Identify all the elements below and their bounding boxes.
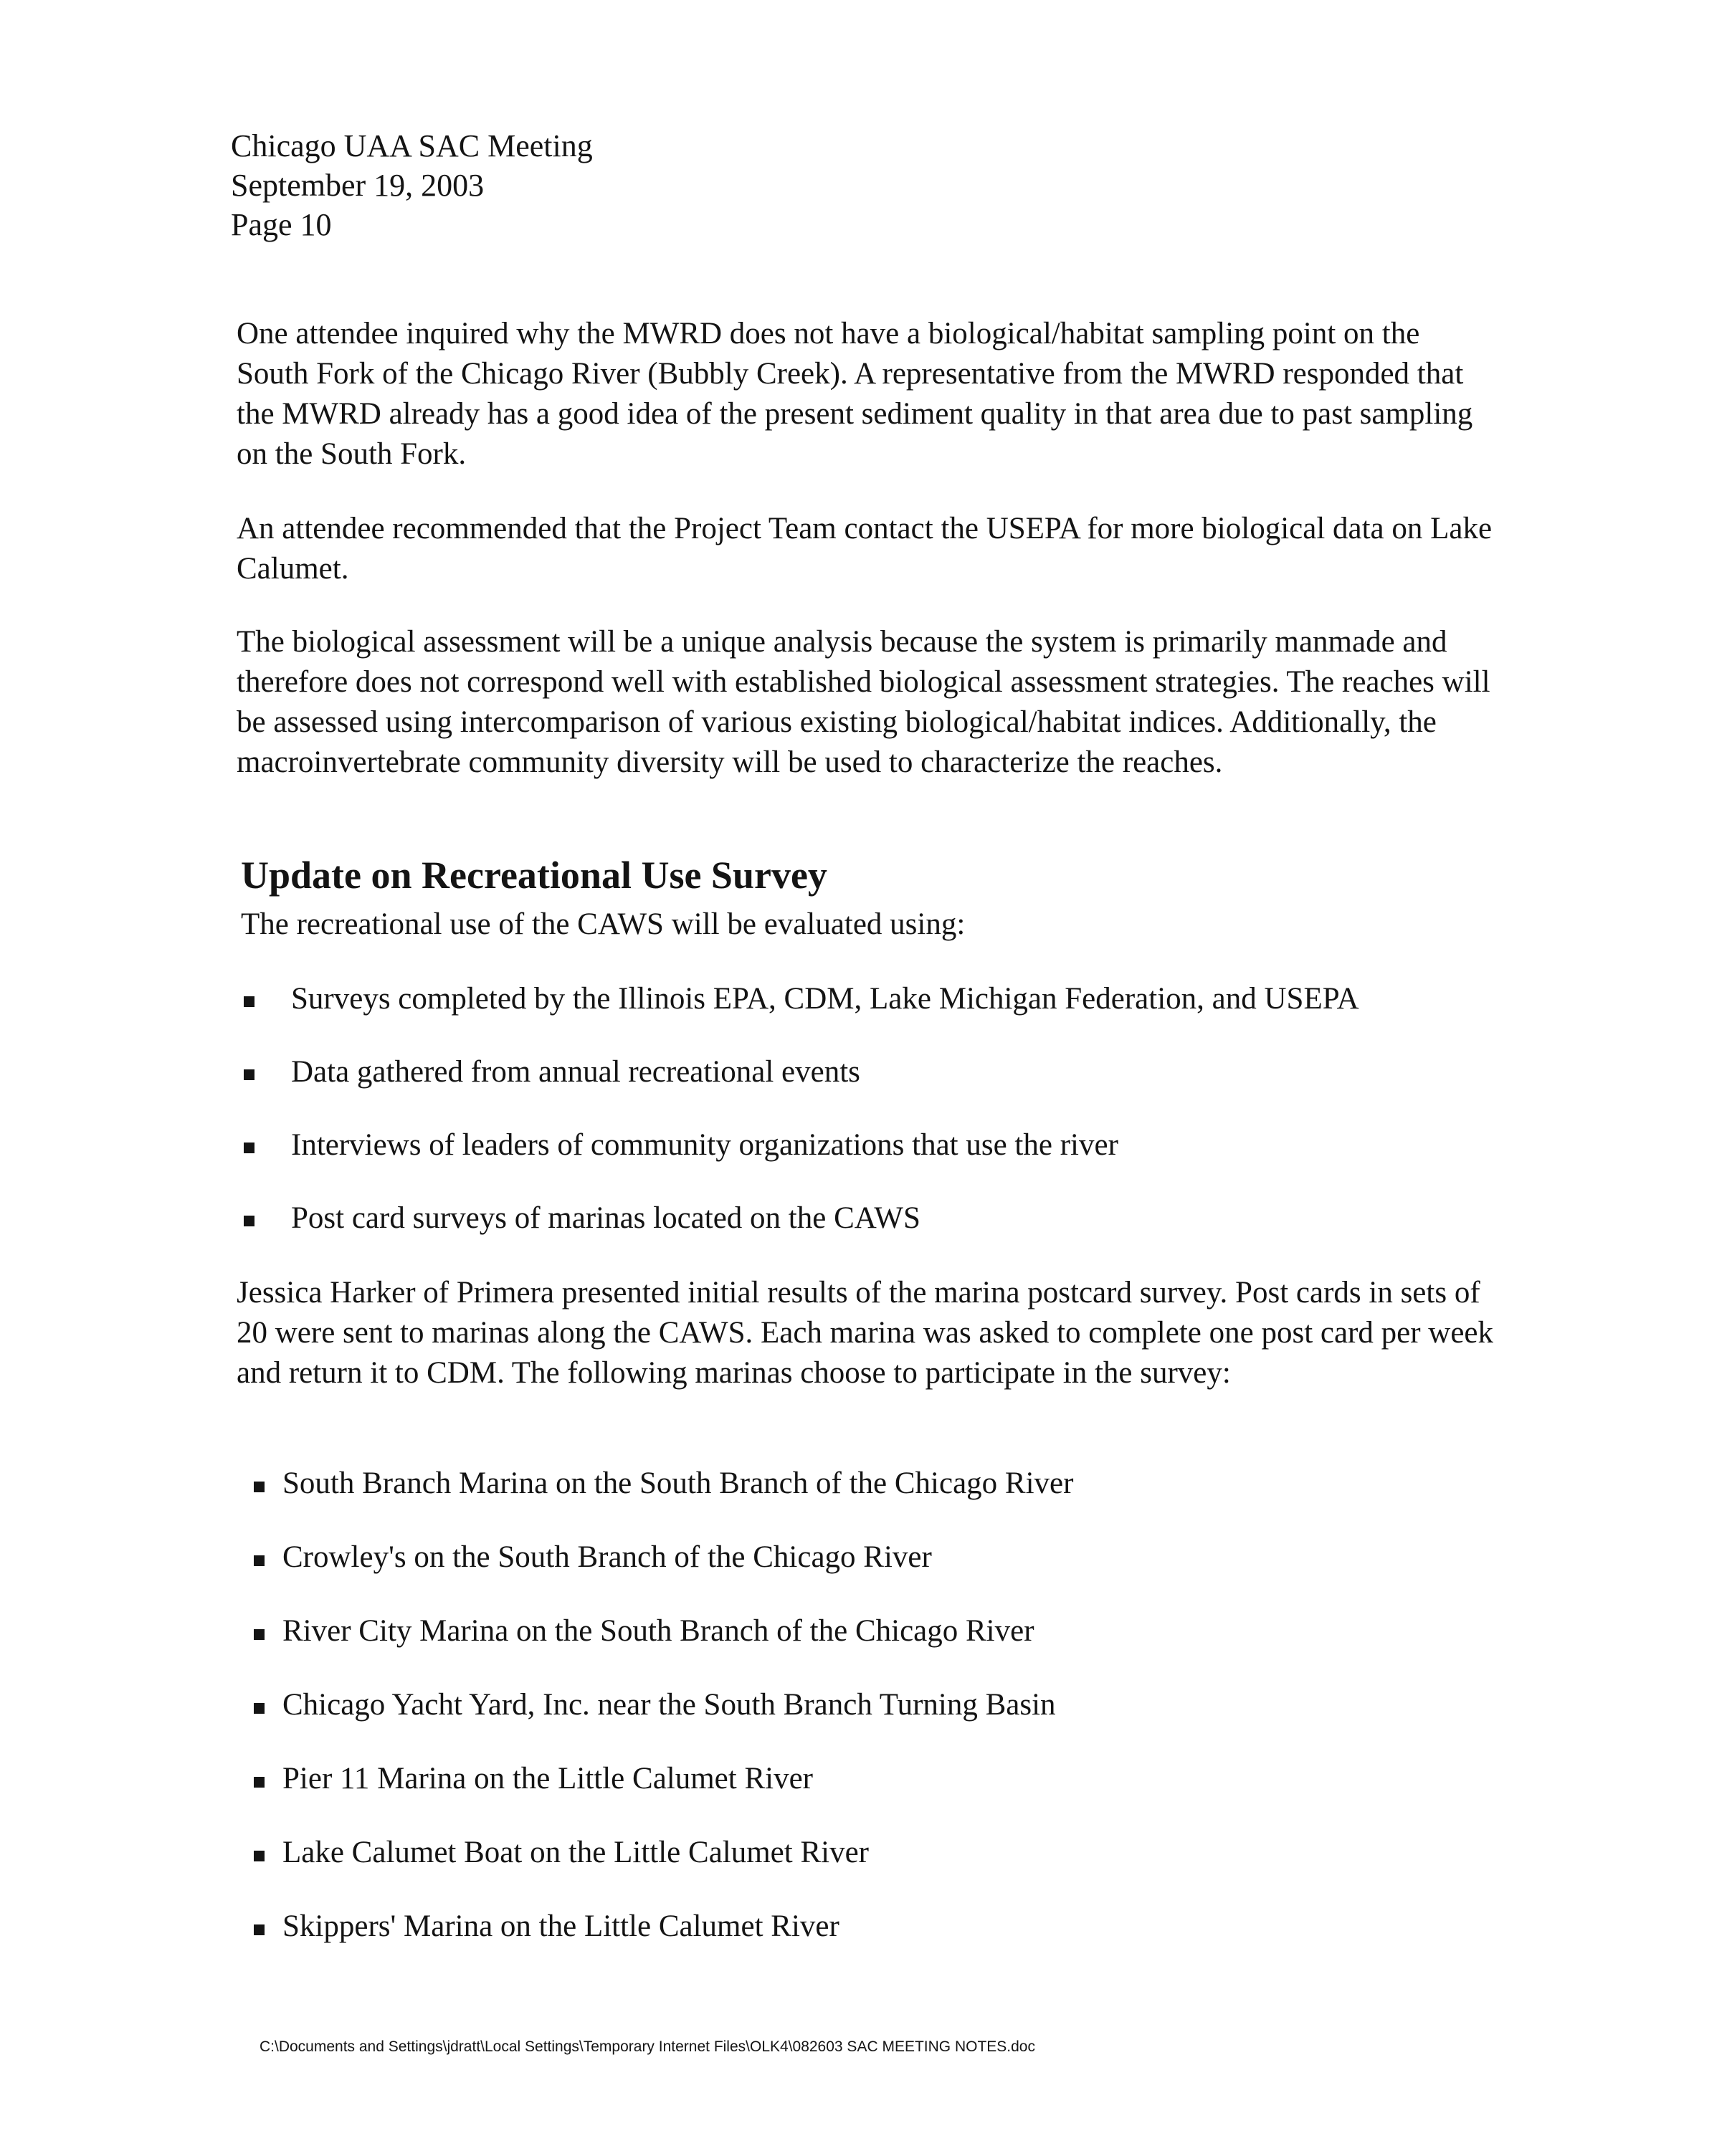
- document-header: [231, 126, 593, 244]
- list-item-text: Surveys completed by the Illinois EPA, CDM, Lake Michigan Federation, and USEPA: [291, 982, 1359, 1016]
- footer-file-path: C:\Documents and Settings\jdratt\Local Settings\Temporary Internet Files\OLK4\082603 SAC MEETING NOTES.doc: [260, 2038, 1035, 2055]
- bullet-square-icon: [254, 1703, 265, 1714]
- list-item-text: Pier 11 Marina on the Little Calumet River: [282, 1762, 813, 1795]
- bullet-square-icon: [244, 1069, 254, 1080]
- bullet-square-icon: [254, 1924, 265, 1935]
- paragraph-postcard-results: Jessica Harker of Primera presented initial results of the marina postcard survey. Post cards in sets of 20 were sent to marinas along the CAWS. Each marina was asked to complete one post card per week and return it to CDM. The following marinas choose to participate in the survey:: [237, 1276, 1494, 1390]
- paragraph-sampling-point: One attendee inquired why the MWRD does not have a biological/habitat sampling point on the South Fork of the Chicago River (Bubbly Creek). A representative from the MWRD responded that the MWRD already has a good idea of the present sediment quality in that area due to past sampling on the South Fork.: [237, 317, 1473, 471]
- bullet-square-icon: [244, 996, 254, 1007]
- paragraph-biological-assessment: The biological assessment will be a unique analysis because the system is primarily manmade and therefore does not correspond well with established biological assessment strategies. The reaches will be assessed using intercomparison of various existing biological/habitat indices. Additionally, the macroinvertebrate community diversity will be used to characterize the reaches.: [237, 625, 1490, 779]
- list-item-text: Data gathered from annual recreational events: [291, 1055, 860, 1089]
- bullet-square-icon: [254, 1482, 265, 1492]
- list-item-text: River City Marina on the South Branch of the Chicago River: [282, 1614, 1034, 1648]
- bullet-square-icon: [244, 1143, 254, 1153]
- list-item-text: Post card surveys of marinas located on the CAWS: [291, 1201, 920, 1235]
- bullet-square-icon: [254, 1629, 265, 1640]
- page-number: Page 10: [231, 207, 332, 242]
- bullet-square-icon: [254, 1851, 265, 1861]
- list-item-text: Chicago Yacht Yard, Inc. near the South Branch Turning Basin: [282, 1688, 1056, 1722]
- list-item-text: Crowley's on the South Branch of the Chicago River: [282, 1540, 932, 1574]
- section-intro: The recreational use of the CAWS will be evaluated using:: [241, 907, 966, 941]
- list-item-text: South Branch Marina on the South Branch of the Chicago River: [282, 1466, 1074, 1500]
- section-heading: Update on Recreational Use Survey: [241, 854, 827, 897]
- list-item-text: Lake Calumet Boat on the Little Calumet River: [282, 1836, 869, 1869]
- list-item-text: Interviews of leaders of community organizations that use the river: [291, 1128, 1118, 1162]
- meeting-date: September 19, 2003: [231, 168, 485, 203]
- list-item-text: Skippers' Marina on the Little Calumet River: [282, 1909, 839, 1943]
- bullet-square-icon: [244, 1216, 254, 1226]
- bullet-square-icon: [254, 1777, 265, 1788]
- bullet-square-icon: [254, 1555, 265, 1566]
- meeting-title: Chicago UAA SAC Meeting: [231, 128, 593, 163]
- paragraph-usepa-data: An attendee recommended that the Project Team contact the USEPA for more biological data on Lake Calumet.: [237, 512, 1493, 586]
